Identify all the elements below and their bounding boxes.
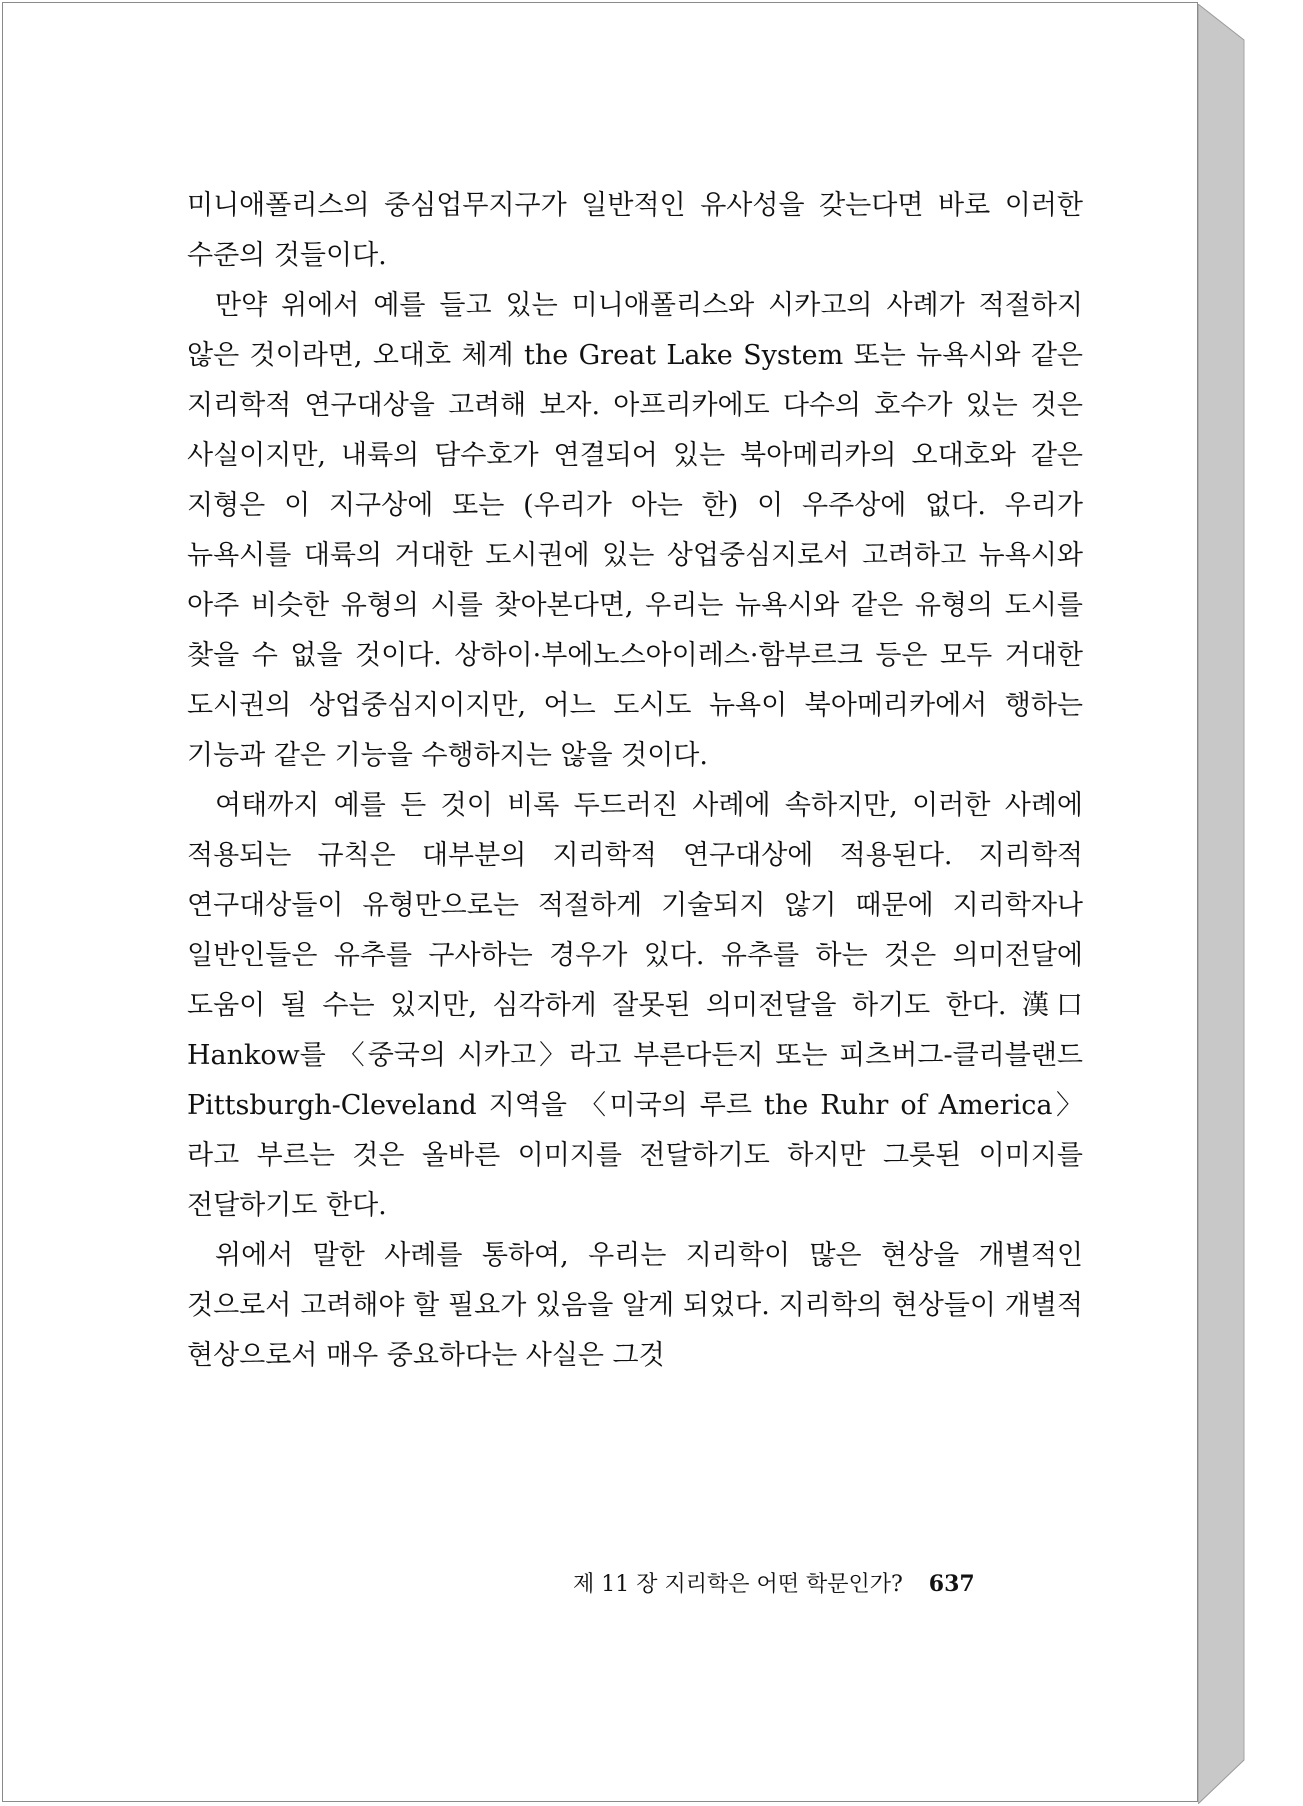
- paragraph-3: 여태까지 예를 든 것이 비록 두드러진 사례에 속하지만, 이러한 사례에 적용되는 규칙은 대부분의 지리학적 연구대상에 적용된다. 지리학적 연구대상들이 유형만으로는 적절하게 기술되지 않기 때문에 지리학자나 일반인들은 유추를 구사하는 경우가 있다. 유추를 하는 것은 의미전달에 도움이 될 수는 있지만, 심각하게 잘못된 의미전달을 하기도 한다. 漢口 Hankow를 〈중국의 시카고〉라고 부른다든지 또는 피츠버그-클리블랜드 Pittsburgh-Cleveland 지역을 〈미국의 루르 the Ruhr of America〉라고 부르는 것은 올바른 이미지를 전달하기도 하지만 그릇된 이미지를 전달하기도 한다.: [187, 790, 1083, 1221]
- paragraph-2: 만약 위에서 예를 들고 있는 미니애폴리스와 시카고의 사례가 적절하지 않은 것이라면, 오대호 체계 the Great Lake System 또는 뉴욕시와 같은 지리학적 연구대상을 고려해 보자. 아프리카에도 다수의 호수가 있는 것은 사실이지만, 내륙의 담수호가 연결되어 있는 북아메리카의 오대호와 같은 지형은 이 지구상에 또는 (우리가 아는 한) 이 우주상에 없다. 우리가 뉴욕시를 대륙의 거대한 도시권에 있는 상업중심지로서 고려하고 뉴욕시와 아주 비슷한 유형의 시를 찾아본다면, 우리는 뉴욕시와 같은 유형의 도시를 찾을 수 없을 것이다. 상하이·부에노스아이레스·함부르크 등은 모두 거대한 도시권의 상업중심지이지만, 어느 도시도 뉴욕이 북아메리카에서 행하는 기능과 같은 기능을 수행하지는 않을 것이다.: [187, 290, 1083, 771]
- page-number: 637: [928, 1571, 975, 1597]
- book-edge-decoration: [1198, 4, 1303, 1804]
- paragraph-4: 위에서 말한 사례를 통하여, 우리는 지리학이 많은 현상을 개별적인 것으로서 고려해야 할 필요가 있음을 알게 되었다. 지리학의 현상들이 개별적 현상으로서 매우 중요하다는 사실은 그것: [187, 1240, 1083, 1371]
- page-footer: [573, 1567, 975, 1598]
- book-page: [2, 2, 1198, 1802]
- paragraph-1: 미니애폴리스의 중심업무지구가 일반적인 유사성을 갖는다면 바로 이러한 수준의 것들이다.: [187, 190, 1083, 271]
- book-spine-shading: [1198, 4, 1244, 1804]
- body-text: [187, 181, 1083, 1381]
- chapter-title: 제 11 장 지리학은 어떤 학문인가?: [573, 1572, 903, 1597]
